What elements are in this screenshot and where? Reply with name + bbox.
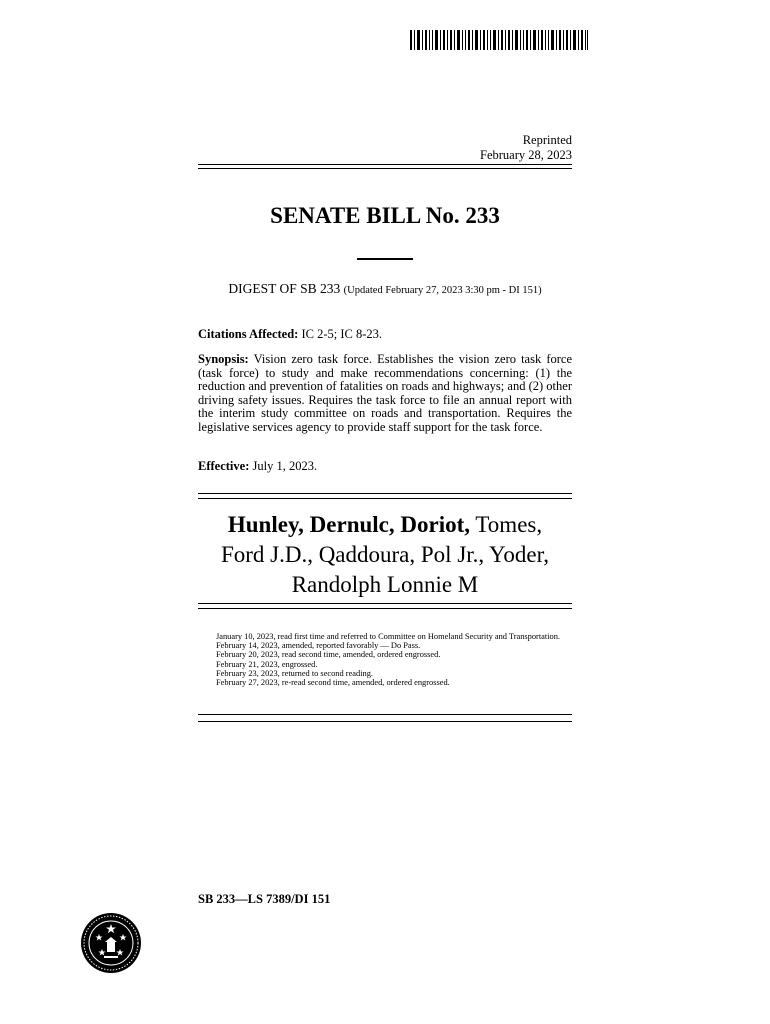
digest-line	[198, 281, 572, 297]
barcode	[410, 30, 588, 50]
reprinted-label: Reprinted	[522, 133, 572, 147]
digest-label: DIGEST OF SB 233	[228, 281, 341, 296]
synopsis	[198, 353, 572, 435]
bill-title: SENATE BILL No. 233	[270, 203, 500, 228]
digest-updated: (Updated February 27, 2023 3:30 pm - DI 151)	[343, 285, 542, 296]
coauthor: Tomes,	[475, 512, 543, 537]
effective-value: July 1, 2023.	[252, 459, 318, 473]
primary-authors: Hunley, Dernulc, Doriot,	[227, 512, 471, 537]
legislative-history	[198, 632, 572, 687]
authors-line-3: Randolph Lonnie M	[291, 572, 479, 597]
divider	[198, 721, 572, 722]
state-seal-icon	[80, 912, 142, 974]
divider	[198, 714, 572, 715]
citations-value: IC 2-5; IC 8-23.	[301, 327, 383, 341]
divider	[198, 168, 572, 169]
history-entry: February 27, 2023, re-read second time, amended, ordered engrossed.	[216, 678, 450, 688]
authors-line-1	[198, 510, 572, 540]
reprinted-date: February 28, 2023	[480, 148, 572, 162]
effective-label: Effective:	[198, 459, 250, 473]
history-entry: February 20, 2023, read second time, amended, ordered engrossed.	[216, 650, 441, 660]
citations-label: Citations Affected:	[198, 327, 299, 341]
divider	[198, 498, 572, 499]
authors-block	[198, 510, 572, 600]
synopsis-label: Synopsis:	[198, 352, 249, 366]
history-entry: February 14, 2023, amended, reported favorably — Do Pass.	[216, 641, 421, 651]
authors-line-2: Ford J.D., Qaddoura, Pol Jr., Yoder,	[220, 542, 550, 567]
divider	[198, 608, 572, 609]
divider	[198, 164, 572, 165]
title-underline	[357, 258, 413, 260]
history-entry: February 23, 2023, returned to second reading.	[216, 668, 373, 678]
history-entry: January 10, 2023, read first time and referred to Committee on Homeland Security and Transportation.	[216, 632, 560, 641]
divider	[198, 493, 572, 494]
bill-identifier: SB 233—LS 7389/DI 151	[198, 892, 331, 906]
history-entry: February 21, 2023, engrossed.	[216, 659, 318, 669]
effective-date	[198, 460, 572, 474]
synopsis-text: Vision zero task force. Establishes the vision zero task force (task force) to study and make recommendations concerning: (1) the reduction and prevention of fatalities on roads and highways; and (2) other driving safety issues. Requires the task force to file an annual report with the interim study committee on roads and transportation. Requires the legislative services agency to provide staff support for the task force.	[198, 352, 572, 434]
divider	[198, 603, 572, 604]
citations-affected	[198, 328, 572, 342]
